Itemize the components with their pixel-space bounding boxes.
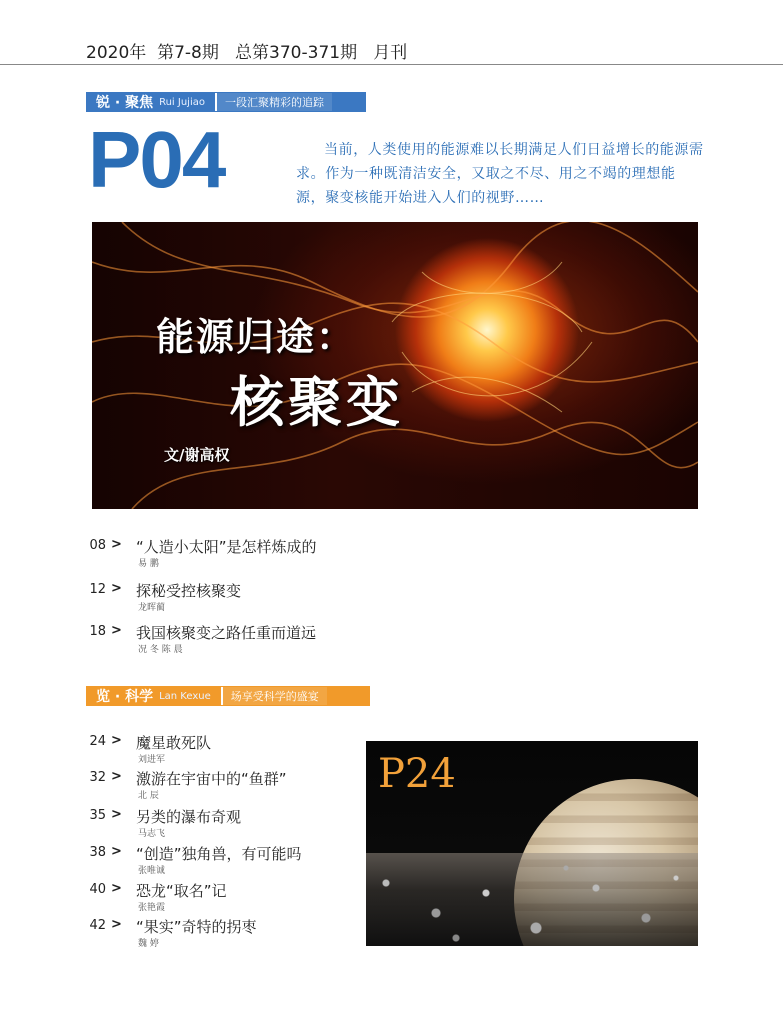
hero-title-line-1: 能源归途： (156, 315, 357, 359)
feature-intro: 当前，人类使用的能源难以长期满足人们日益增长的能源需求。作为一种既清洁安全，又取之不尽、用之不竭的理想能源，聚变核能开始进入人们的视野…… (296, 142, 704, 206)
toc-item[interactable] (86, 845, 386, 879)
chevron-right-icon: > (111, 581, 122, 596)
toc-author: 北 辰 (138, 791, 159, 801)
feature-hero-image[interactable] (92, 222, 698, 509)
toc-page-number: 35 (89, 808, 106, 823)
toc-page-number: 12 (89, 582, 106, 597)
toc-title[interactable]: “果实”奇特的拐枣 (136, 918, 257, 936)
toc-page-number: 38 (89, 845, 106, 860)
toc-author: 龙晖蔺 (138, 603, 166, 613)
banner-title: 锐 · 聚焦 (96, 95, 154, 111)
toc-title[interactable]: “创造”独角兽，有可能吗 (136, 845, 302, 863)
issue-line: 2020年 第7-8期 总第370-371期 月刊 (86, 43, 408, 63)
banner-title: 览 · 科学 (96, 689, 154, 705)
banner-pinyin: Lan Kexue (159, 690, 211, 702)
toc-title[interactable]: 另类的瀑布奇观 (136, 808, 242, 826)
hero-author: 文/谢高权 (164, 446, 230, 464)
chevron-right-icon: > (111, 623, 122, 638)
toc-author: 马志飞 (138, 829, 166, 839)
chevron-right-icon: > (111, 733, 122, 748)
toc-title[interactable]: 魔星敢死队 (136, 734, 212, 752)
toc-page-number: 18 (89, 624, 106, 639)
p24-page-label: P24 (378, 751, 456, 797)
banner-tagline: 场享受科学的盛宴 (221, 687, 327, 705)
toc-page-number: 08 (89, 538, 106, 553)
toc-item[interactable] (86, 882, 386, 916)
toc-author: 张艳霞 (138, 903, 166, 913)
toc-page-number: 42 (89, 918, 106, 933)
toc-item[interactable] (86, 918, 386, 952)
toc-page-number: 32 (89, 770, 106, 785)
section-banner-rui-jujiao (86, 92, 366, 112)
toc-item[interactable] (86, 582, 386, 616)
feature-page-label[interactable]: P04 (88, 115, 225, 204)
toc-title[interactable]: 恐龙“取名”记 (136, 882, 227, 900)
hero-title-line-2: 核聚变 (230, 371, 404, 434)
chevron-right-icon: > (111, 917, 122, 932)
ring-debris-illustration (366, 853, 698, 946)
header-divider (0, 64, 783, 65)
chevron-right-icon: > (111, 807, 122, 822)
toc-title[interactable]: 我国核聚变之路任重而道远 (136, 624, 317, 642)
p24-feature-image[interactable] (366, 741, 698, 946)
toc-item[interactable] (86, 734, 386, 768)
chevron-right-icon: > (111, 844, 122, 859)
toc-title[interactable]: 探秘受控核聚变 (136, 582, 242, 600)
toc-item[interactable] (86, 538, 386, 572)
toc-author: 魏 婷 (138, 939, 159, 949)
toc-item[interactable] (86, 770, 386, 804)
section-banner-lan-kexue (86, 686, 370, 706)
toc-author: 易 鹏 (138, 559, 159, 569)
toc-author: 张唯诚 (138, 866, 166, 876)
toc-title[interactable]: “人造小太阳”是怎样炼成的 (136, 538, 317, 556)
toc-page-number: 24 (89, 734, 106, 749)
toc-author: 刘进军 (138, 755, 166, 765)
toc-item[interactable] (86, 624, 386, 658)
toc-author: 况 冬 陈 晨 (138, 645, 183, 655)
toc-title[interactable]: 激游在宇宙中的“鱼群” (136, 770, 287, 788)
chevron-right-icon: > (111, 769, 122, 784)
chevron-right-icon: > (111, 881, 122, 896)
banner-pinyin: Rui Jujiao (159, 96, 205, 108)
toc-page-number: 40 (89, 882, 106, 897)
banner-tagline: 一段汇聚精彩的追踪 (215, 93, 332, 111)
chevron-right-icon: > (111, 537, 122, 552)
toc-item[interactable] (86, 808, 386, 842)
